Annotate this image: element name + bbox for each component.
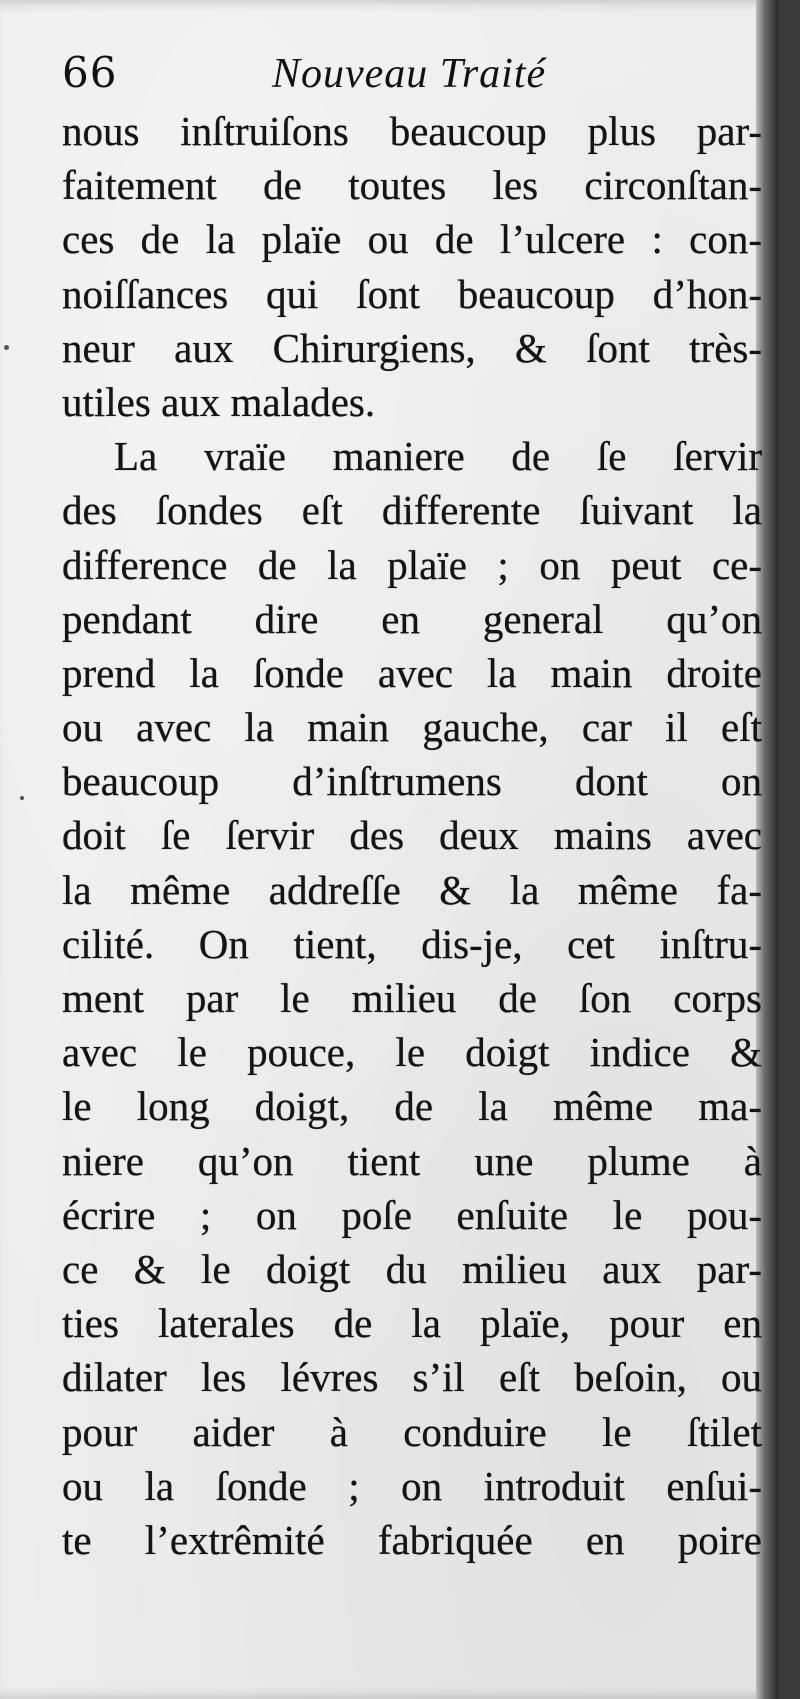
page-header (62, 48, 742, 108)
paragraph-start-line: La vraïe maniere de ſe ſervir (114, 433, 762, 480)
body-text (62, 104, 762, 1567)
text-line: neur aux Chirurgiens, & ſont très- (62, 324, 762, 371)
text-line: cilité. On tient, dis-je, cet inſtru- (62, 920, 762, 967)
paper-speck (20, 796, 24, 800)
text-line: doit ſe ſervir des deux mains avec (62, 812, 762, 859)
running-title: Nouveau Traité (272, 51, 547, 97)
text-line: pour aider à conduire le ſtilet (62, 1408, 762, 1455)
text-line: ou avec la main gauche, car il eſt (62, 704, 762, 751)
text-line: la même addreſſe & la même fa- (62, 866, 762, 913)
text-line: ces de la plaïe ou de l’ulcere : con- (62, 216, 762, 263)
text-line: nous inſtruiſons beaucoup plus par- (62, 108, 762, 154)
text-line: te l’extrêmité fabriquée en poire (62, 1516, 762, 1563)
text-line: ment par le milieu de ſon corps (62, 975, 762, 1021)
page-number: 66 (62, 48, 118, 97)
text-line: écrire ; on poſe enſuite le pou- (62, 1191, 762, 1238)
text-line: des ſondes eſt differente ſuivant la (62, 487, 762, 534)
text-line: noiſſances qui ſont beaucoup d’hon- (62, 270, 762, 317)
text-line: prend la ſonde avec la main droite (62, 649, 762, 696)
text-line: le long doigt, de la même ma- (62, 1083, 762, 1130)
text-line: ties laterales de la plaïe, pour en (62, 1300, 762, 1347)
text-line: ce & le doigt du milieu aux par- (62, 1245, 762, 1292)
text-line: pendant dire en general qu’on (62, 595, 762, 642)
text-line: avec le pouce, le doigt indice & (62, 1029, 762, 1076)
text-line: niere qu’on tient une plume à (62, 1137, 762, 1184)
paper-speck (4, 345, 9, 350)
text-line: utiles aux malades. (62, 378, 376, 425)
text-line: ou la ſonde ; on introduit enſui- (62, 1462, 762, 1509)
text-line: dilater les lévres s’il eſt beſoin, ou (62, 1354, 762, 1401)
text-line: faitement de toutes les circonſtan- (62, 162, 762, 209)
text-line: difference de la plaïe ; on peut ce- (62, 541, 762, 588)
text-line: beaucoup d’inſtrumens dont on (62, 758, 762, 805)
